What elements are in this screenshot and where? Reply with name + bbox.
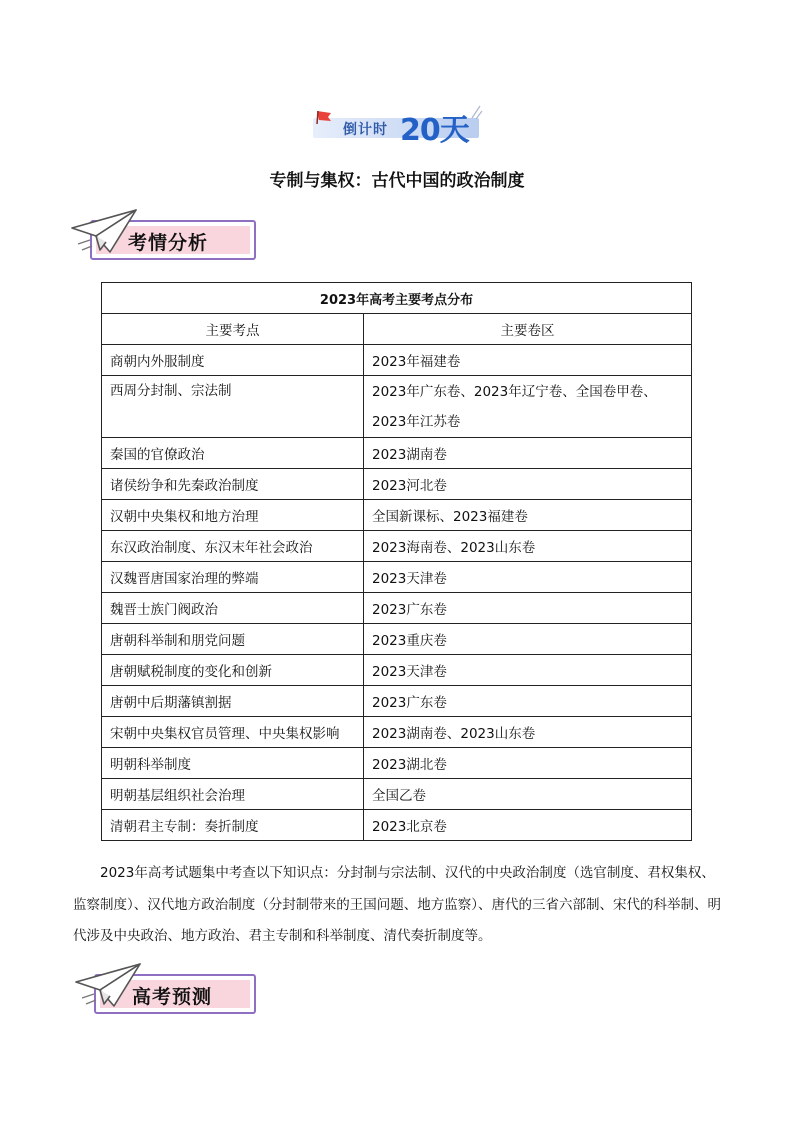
table-row (102, 376, 692, 438)
table-cell-paper: 全国新课标、2023福建卷 (364, 500, 692, 531)
table-cell-topic: 清朝君主专制：奏折制度 (102, 810, 364, 841)
countdown-badge (313, 104, 483, 148)
table-cell-topic: 汉魏晋唐国家治理的弊端 (102, 562, 364, 593)
table-cell-paper: 2023年广东卷、2023年辽宁卷、全国卷甲卷、2023年江苏卷 (364, 376, 692, 438)
table-cell-topic: 秦国的官僚政治 (102, 438, 364, 469)
table-header-cell: 主要考点 (102, 314, 364, 345)
table-cell-paper: 全国乙卷 (364, 779, 692, 810)
table-cell-topic: 唐朝赋税制度的变化和创新 (102, 655, 364, 686)
table-cell-paper: 2023湖北卷 (364, 748, 692, 779)
table-row (102, 717, 692, 748)
table-row (102, 500, 692, 531)
table-cell-paper: 2023重庆卷 (364, 624, 692, 655)
sparkle-icon (469, 104, 483, 120)
table-cell-paper: 2023天津卷 (364, 655, 692, 686)
section-heading-forecast (74, 970, 274, 1014)
table-row (102, 345, 692, 376)
table-row (102, 469, 692, 500)
section-heading-label: 高考预测 (132, 986, 213, 1008)
table-row (102, 655, 692, 686)
section-heading-analysis (70, 216, 270, 260)
countdown-label: 倒计时 (343, 122, 388, 138)
table-row (102, 531, 692, 562)
table-cell-topic: 唐朝科举制和朋党问题 (102, 624, 364, 655)
table-row (102, 686, 692, 717)
table-row (102, 562, 692, 593)
table-cell-topic: 西周分封制、宗法制 (102, 376, 364, 438)
table-cell-topic: 明朝基层组织社会治理 (102, 779, 364, 810)
table-cell-paper: 2023广东卷 (364, 686, 692, 717)
table-row (102, 624, 692, 655)
table-caption: 2023年高考主要考点分布 (102, 283, 692, 314)
table-row (102, 779, 692, 810)
table-cell-paper: 2023天津卷 (364, 562, 692, 593)
table-cell-paper: 2023年福建卷 (364, 345, 692, 376)
summary-paragraph: 2023年高考试题集中考查以下知识点：分封制与宗法制、汉代的中央政治制度（选官制度、君权集权、监察制度）、汉代地方政治制度（分封制带来的王国问题、地方监察）、唐代的三省六部制、宋代的科举制、明代涉及中央政治、地方政治、君主专制和科举制度、清代奏折制度等。 (73, 865, 721, 944)
table-row (102, 748, 692, 779)
flag-icon (315, 110, 333, 124)
exam-points-table (101, 282, 692, 841)
countdown-number: 20天 (400, 113, 469, 148)
table-header-cell: 主要卷区 (364, 314, 692, 345)
table-cell-paper: 2023河北卷 (364, 469, 692, 500)
table-row (102, 593, 692, 624)
table-cell-paper: 2023广东卷 (364, 593, 692, 624)
section-heading-label: 考情分析 (128, 232, 209, 254)
table-row (102, 438, 692, 469)
table-cell-topic: 东汉政治制度、东汉末年社会政治 (102, 531, 364, 562)
table-cell-topic: 唐朝中后期藩镇割据 (102, 686, 364, 717)
table-cell-topic: 明朝科举制度 (102, 748, 364, 779)
document-title: 专制与集权：古代中国的政治制度 (269, 171, 525, 191)
table-cell-topic: 商朝内外服制度 (102, 345, 364, 376)
table-cell-topic: 魏晋士族门阀政治 (102, 593, 364, 624)
table-cell-paper: 2023湖南卷 (364, 438, 692, 469)
table-cell-topic: 诸侯纷争和先秦政治制度 (102, 469, 364, 500)
table-cell-topic: 宋朝中央集权官员管理、中央集权影响 (102, 717, 364, 748)
table-header-row (102, 314, 692, 345)
table-cell-paper: 2023北京卷 (364, 810, 692, 841)
table-cell-paper: 2023湖南卷、2023山东卷 (364, 717, 692, 748)
table-cell-topic: 汉朝中央集权和地方治理 (102, 500, 364, 531)
table-row (102, 810, 692, 841)
table-cell-paper: 2023海南卷、2023山东卷 (364, 531, 692, 562)
